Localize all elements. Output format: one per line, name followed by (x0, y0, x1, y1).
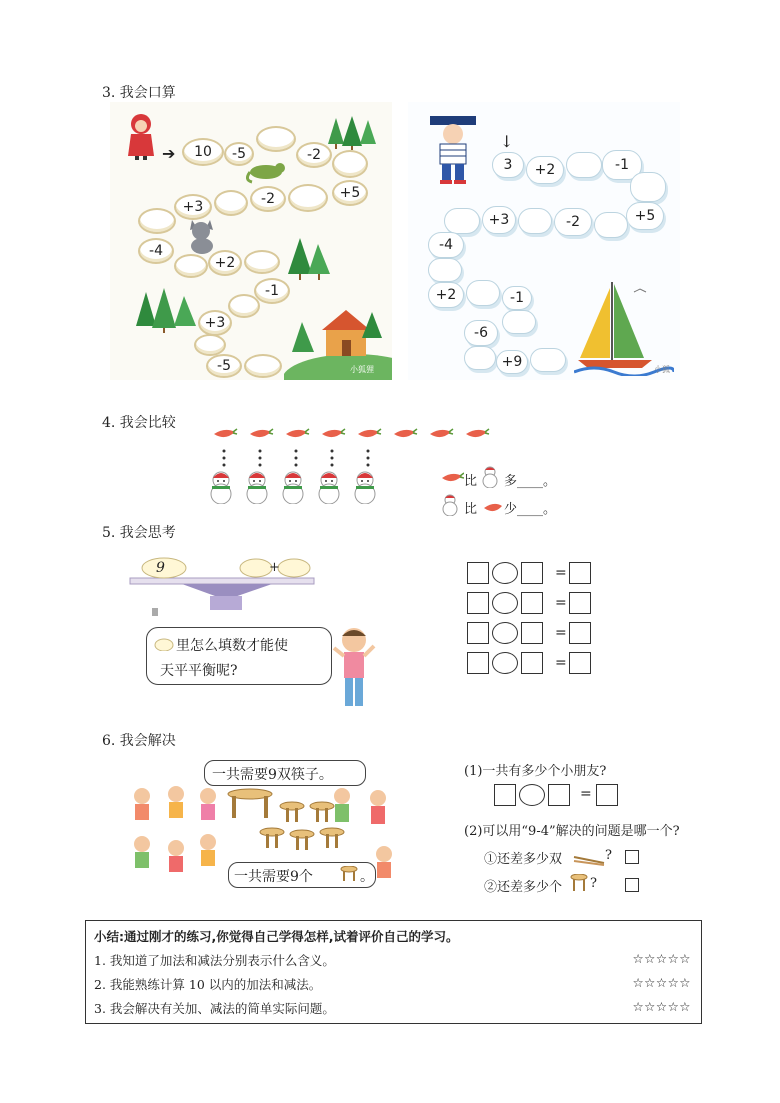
trees-icon (328, 116, 378, 154)
trees-icon-2 (288, 238, 332, 286)
operator-circle[interactable] (492, 562, 518, 584)
cloud: -1 (502, 286, 532, 310)
answer-box[interactable] (494, 784, 516, 806)
operator-circle[interactable] (492, 592, 518, 614)
option-2-checkbox[interactable] (625, 878, 639, 892)
cloud (630, 172, 666, 202)
bubble-text-line2: 天平平衡呢? (160, 663, 238, 679)
cloud: +2 (428, 282, 464, 308)
rating-stars[interactable]: ☆☆☆☆☆ (632, 951, 691, 966)
cloud (428, 258, 462, 282)
arrow-right-icon: ➔ (162, 144, 176, 163)
section-6-title: 6. 我会解决 (102, 733, 176, 749)
cloud (518, 208, 552, 234)
sailor-icon (426, 112, 480, 188)
stone: -5 (224, 142, 254, 166)
summary-item: 2. 我能熟练计算 10 以内的加法和减法。 (94, 977, 322, 992)
cloud (594, 212, 628, 238)
option-2-qmark: ? (590, 876, 597, 891)
snowman-icon (312, 470, 346, 508)
stone (174, 254, 208, 278)
cloud: +9 (496, 350, 528, 374)
wolf-icon (186, 216, 218, 258)
cloud: +2 (526, 156, 564, 184)
stone: -5 (206, 354, 242, 378)
stone (244, 354, 282, 378)
answer-box[interactable] (569, 652, 591, 674)
answer-box[interactable] (569, 592, 591, 614)
cloud: -2 (554, 208, 592, 236)
carrot-icon (284, 426, 310, 445)
dot-connectors (212, 448, 412, 472)
cloud-start: 3 (492, 152, 524, 178)
carrot-icon (428, 426, 454, 445)
option-1-text: ①还差多少双 (484, 852, 563, 867)
snowman-icon (348, 470, 382, 508)
cloud (566, 152, 602, 178)
stone (256, 126, 296, 152)
answer-box[interactable] (548, 784, 570, 806)
right-panel-watermark: 小狐 (654, 365, 670, 374)
carrot-icon (320, 426, 346, 445)
cloud (444, 208, 480, 234)
bubble-text-line1: 里怎么填数才能使 (176, 638, 288, 654)
stone (228, 294, 260, 318)
cloud: -6 (464, 320, 498, 346)
carrot-row (212, 426, 492, 444)
stone: +3 (174, 194, 212, 220)
operator-circle[interactable] (492, 652, 518, 674)
compare-less-word: 比 (464, 502, 478, 517)
rating-stars[interactable]: ☆☆☆☆☆ (632, 999, 691, 1014)
children-group-left-icon (126, 782, 226, 886)
stone (288, 184, 328, 212)
stone (244, 250, 280, 274)
chopsticks-icon (572, 852, 606, 871)
section-4-title: 4. 我会比较 (102, 415, 176, 431)
stone: +2 (208, 250, 242, 276)
stone (332, 150, 368, 178)
arrow-down-icon: ↓ (500, 132, 514, 151)
carrot-icon (464, 426, 490, 445)
equals-sign: = (555, 625, 567, 641)
section-3-title: 3. 我会口算 (102, 85, 176, 101)
answer-box[interactable] (521, 652, 543, 674)
answer-box[interactable] (569, 622, 591, 644)
answer-box[interactable] (596, 784, 618, 806)
left-path-panel (110, 102, 392, 380)
stone: -1 (254, 278, 290, 304)
stone: +3 (198, 310, 232, 336)
summary-box (85, 920, 702, 1024)
stone: -2 (296, 142, 332, 168)
answer-box[interactable] (467, 562, 489, 584)
house-icon (284, 302, 392, 380)
cloud: +5 (626, 202, 664, 230)
snowman-icon (276, 470, 310, 508)
answer-box[interactable] (521, 562, 543, 584)
summary-heading: 小结:通过刚才的练习,你觉得自己学得怎样,试着评价自己的学习。 (94, 929, 459, 944)
stone (214, 190, 248, 216)
cloud: +3 (482, 206, 516, 234)
option-1-checkbox[interactable] (625, 850, 639, 864)
equals-sign: = (555, 565, 567, 581)
answer-box[interactable] (521, 592, 543, 614)
answer-box[interactable] (467, 592, 489, 614)
option-1-qmark: ? (605, 848, 612, 863)
rating-stars[interactable]: ☆☆☆☆☆ (632, 975, 691, 990)
equals-sign: = (555, 655, 567, 671)
left-panel-watermark: 小狐狸 (350, 365, 374, 374)
snowman-icon (480, 466, 500, 492)
equation-grid (467, 562, 597, 682)
cloud: -1 (602, 150, 642, 180)
girl-icon (126, 112, 156, 160)
carrot-icon (392, 426, 418, 445)
speech-top-text: 一共需要9双筷子。 (212, 767, 333, 783)
speech-bottom-end: 。 (360, 869, 374, 885)
equals-sign: = (555, 595, 567, 611)
stone (194, 334, 226, 356)
operator-circle[interactable] (492, 622, 518, 644)
dumpling-icon (154, 636, 174, 655)
cloud (466, 280, 500, 306)
lizard-icon (244, 158, 288, 188)
cloud: -4 (428, 232, 464, 258)
snowman-icon (240, 470, 274, 508)
operator-circle[interactable] (519, 784, 545, 806)
summary-item: 3. 我会解决有关加、减法的简单实际问题。 (94, 1001, 335, 1016)
boy-icon (332, 626, 378, 714)
carrot-icon (440, 470, 464, 489)
question-1: (1)一共有多少个小朋友? (464, 764, 607, 779)
cloud (530, 348, 566, 372)
summary-item: 1. 我知道了加法和减法分别表示什么含义。 (94, 953, 335, 968)
answer-box[interactable] (569, 562, 591, 584)
carrot-icon-2 (482, 500, 504, 519)
snowman-row (200, 470, 400, 506)
stone (138, 208, 176, 234)
stone: +5 (332, 180, 368, 206)
snowman-icon (204, 470, 238, 508)
option-2-text: ②还差多少个 (484, 880, 563, 895)
compare-more-blank: 多____。 (504, 474, 557, 489)
right-path-panel (408, 102, 680, 380)
carrot-icon (212, 426, 238, 445)
cloud (502, 310, 536, 334)
answer-box[interactable] (467, 652, 489, 674)
trees-icon-3 (136, 288, 198, 338)
carrot-icon (248, 426, 274, 445)
stool-icon (340, 866, 358, 886)
stool-icon-2 (570, 874, 588, 896)
cloud (464, 346, 496, 370)
section-5-title: 5. 我会思考 (102, 525, 176, 541)
compare-less-blank: 少____。 (504, 502, 557, 517)
carrot-icon (356, 426, 382, 445)
equals-sign: = (580, 786, 592, 802)
stone: -2 (250, 186, 286, 212)
scale-left-number: 9 (156, 560, 165, 576)
balance-scale-icon (122, 552, 318, 622)
stone: -4 (138, 238, 174, 264)
answer-box[interactable] (521, 622, 543, 644)
compare-more-word: 比 (464, 474, 478, 489)
question-2: (2)可以用“9-4”解决的问题是哪一个? (464, 824, 680, 839)
scale-plus: + (269, 560, 280, 575)
speech-bottom-text: 一共需要9个 (234, 869, 313, 885)
stone-start: 10 (182, 138, 224, 166)
answer-box[interactable] (467, 622, 489, 644)
snowman-icon-2 (440, 494, 460, 520)
